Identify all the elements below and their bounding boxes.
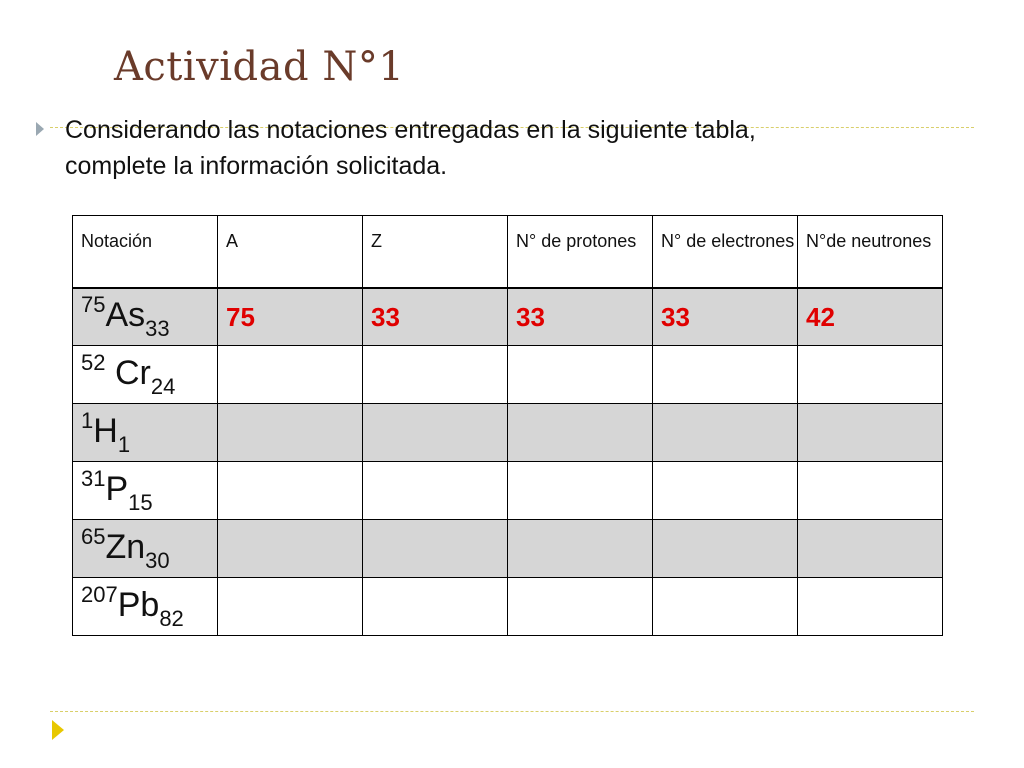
z-cell[interactable]: 33 (363, 288, 508, 346)
table-row (73, 578, 943, 636)
a-cell[interactable] (218, 462, 363, 520)
header-protons: N° de protones (508, 216, 653, 288)
footer-divider (50, 711, 974, 712)
notation-cell: $^{207}Pb_{82}$ (73, 578, 218, 636)
protons-cell[interactable] (508, 462, 653, 520)
bullet-triangle-icon (36, 122, 44, 136)
header-notation: Notación (73, 216, 218, 288)
table-row (73, 404, 943, 462)
z-cell[interactable] (363, 578, 508, 636)
a-cell[interactable]: 75 (218, 288, 363, 346)
electrons-cell[interactable] (653, 578, 798, 636)
electrons-cell[interactable]: 33 (653, 288, 798, 346)
notation-cell: $^{52}$ $Cr_{24}$ (73, 346, 218, 404)
protons-cell[interactable] (508, 578, 653, 636)
a-cell[interactable] (218, 346, 363, 404)
a-cell[interactable] (218, 520, 363, 578)
z-cell[interactable] (363, 404, 508, 462)
neutrons-cell[interactable] (798, 462, 943, 520)
header-electrons: N° de electrones (653, 216, 798, 288)
a-cell[interactable] (218, 404, 363, 462)
z-cell[interactable] (363, 520, 508, 578)
table-row (73, 288, 943, 346)
a-cell[interactable] (218, 578, 363, 636)
neutrons-cell[interactable] (798, 578, 943, 636)
corner-triangle-icon (52, 720, 64, 740)
electrons-cell[interactable] (653, 462, 798, 520)
neutrons-cell[interactable] (798, 404, 943, 462)
neutrons-cell[interactable] (798, 520, 943, 578)
notation-cell: $^{65}Zn_{30}$ (73, 520, 218, 578)
electrons-cell[interactable] (653, 520, 798, 578)
isotope-table (72, 215, 943, 636)
header-a: A (218, 216, 363, 288)
table-row (73, 346, 943, 404)
electrons-cell[interactable] (653, 404, 798, 462)
neutrons-cell[interactable] (798, 346, 943, 404)
z-cell[interactable] (363, 346, 508, 404)
instruction-line-1: Considerando las notaciones entregadas en la siguiente tabla, (65, 116, 756, 144)
instruction-text (65, 112, 945, 184)
electrons-cell[interactable] (653, 346, 798, 404)
protons-cell[interactable] (508, 404, 653, 462)
protons-cell[interactable] (508, 520, 653, 578)
table-header-row (73, 216, 943, 288)
protons-cell[interactable]: 33 (508, 288, 653, 346)
slide-title: Actividad N°1 (114, 44, 405, 90)
notation-cell: $^{75}As_{33}$ (73, 288, 218, 346)
neutrons-cell[interactable]: 42 (798, 288, 943, 346)
table-row (73, 462, 943, 520)
instruction-line-2: complete la información solicitada. (65, 152, 448, 180)
notation-cell: $^1H_1$ (73, 404, 218, 462)
header-z: Z (363, 216, 508, 288)
header-neutrons: N°de neutrones (798, 216, 943, 288)
protons-cell[interactable] (508, 346, 653, 404)
table-row (73, 520, 943, 578)
notation-cell: $^{31}P_{15}$ (73, 462, 218, 520)
z-cell[interactable] (363, 462, 508, 520)
